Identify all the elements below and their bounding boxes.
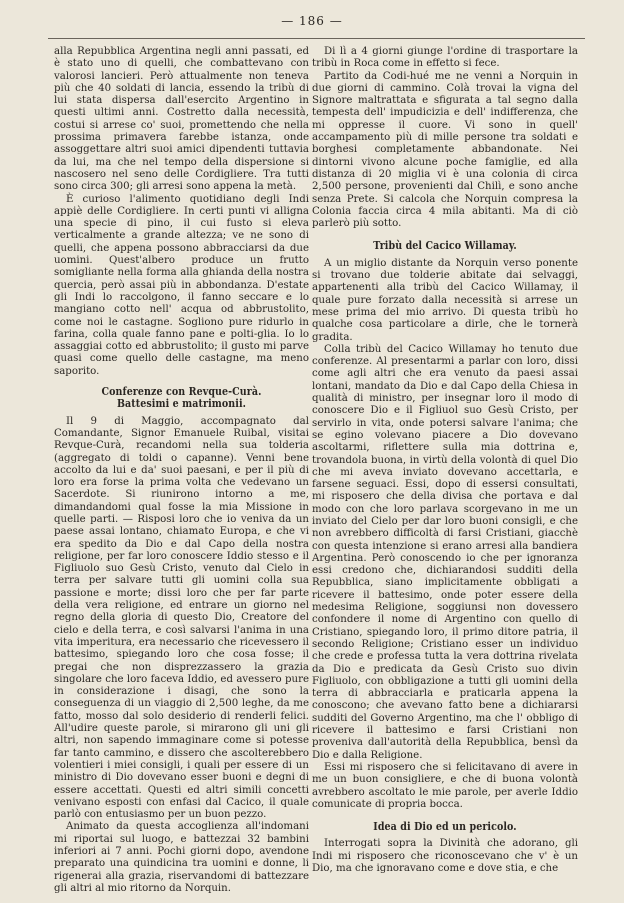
paragraph: Colla tribù del Cacico Willamay ho tenuto due conferenze. Al presentarmi a parlar con loro, dissi come agli altri che era venuto da paesi assai lontani, mandato da Dio e dal Capo della Chiesa in qualità di ministro, per insegnar loro il modo di conoscere Dio e il Figliuol suo Gesù Cristo, per servirlo in vita, onde potersi salvare l'anima; che se egino volevano piacere a Dio dovevano ascoltarmi, riflettere sulla mia dottrina e, trovandola buona, in virtù della volontà di quel Dio che mi aveva inviato dovevano accettarla, e farsene seguaci. Essi, dopo di essersi consultati, mi risposero che della divisa che portava e dal modo con che loro parlava scorgevano in me un inviato del Cielo per dar loro buoni consigli, e che non avrebbero difficoltà di farsi Cristiani, giacchè con questa intenzione si erano arresi alla bandiera Argentina. Però conoscendo io che per ignoranza essi credono che, dichiarandosi sudditi della Repubblica, siano implicitamente obbligati a ricevere il battesimo, onde poter essere della medesima Religione, soggiunsi non dovessero confondere il nome di Argentino con quello di Cristiano, spiegando loro, il primo ditore patria, il secondo Religione; Cristiano esser un individuo che crede e professa tutta la vera dottrina rivelata da Dio e predicata da Gesù Cristo suo divin Figliuolo, con obbligazione a tutti gli uomini della terra di abbracciarla e praticarla appena la conoscono; che avevano fatto bene a dichiararsi sudditi del Governo Argentino, ma che l' obbligo di ricevere il battesimo e farsi Cristiani non proveniva dall'autorità della Repubblica, bensì da Dio e dalla Religione. <box>312 343 578 761</box>
left-column <box>54 46 309 895</box>
paragraph: Essi mi risposero che si felicitavano di avere in me un buon consigliere, e che di buona volontà avrebbero ascoltato le mie parole, per averle Iddio comunicate di propria bocca. <box>312 761 578 810</box>
paragraph: A un miglio distante da Norquin verso ponente si trovano due tolderie abitate dai selvaggi, appartenenti alla tribù del Cacico Willamay, il quale pure forzato dalla necessità si arrese un mese prima del mio arrivo. Di questa tribù ho qualche cosa particolare a dirle, che le tornerà gradita. <box>312 257 578 343</box>
paragraph: Animato da questa accoglienza all'indomani mi riportai sul luogo, e battezzai 32 bambini inferiori ai 7 anni. Pochi giorni dopo, avendone preparato una quindicina tra uomini e donne, li rigenerai alla grazia, riservandomi di battezzare gli altri al mio ritorno da Norquin. <box>54 821 309 894</box>
paragraph: È curioso l'alimento quotidiano degli Indi appiè delle Cordigliere. In certi punti vi alligna una specie di pino, il cui fusto si eleva verticalmente a grande altezza; ve ne sono di quelli, che appena possono abbracciarsi da due uomini. Quest'albero produce un frutto somigliante nella forma alla ghianda della nostra quercia, però assai più in abbondanza. D'estate gli Indi lo raccolgono, il fanno seccare e lo mangiano cotto nell' acqua od abbrustolito, come noi le castagne. Sogliono pure ridurlo in farina, colla quale fanno pane e polti-glia. Io lo assaggiai cotto ed abbrustolito; il gusto mi parve quasi come quello delle castagne, ma meno saporito. <box>54 193 309 377</box>
paragraph: Interrogati sopra la Divinità che adorano, gli Indi mi risposero che riconoscevano che v' è un Dio, ma che ignoravano come e dove stia, e che <box>312 838 578 874</box>
header-rule <box>48 38 585 39</box>
page-number: — 186 — <box>281 14 343 28</box>
paragraph: alla Repubblica Argentina negli anni passati, ed è stato uno di quelli, che combattevano con valorosi lancieri. Però attualmente non teneva più che 40 soldati di lancia, essendo la tribù di lui stata dispersa dall'esercito Argentino in questi ultimi anni. Costretto dalla necessità, costui si arrese co' suoi, promettendo che nella prossima primavera farebbe istanza, onde assoggettare altri suoi amici dipendenti tuttavia da lui, ma che nel tempo della dispersione si nascosero nel seno delle Cordigliere. Tra tutti sono circa 300; gli arresi sono appena la metà. <box>54 46 309 193</box>
section-heading: Tribù del Cacico Willamay. <box>373 238 517 253</box>
section-heading: Conferenze con Revque-Curà. Battesimi e matrimonii. <box>101 384 262 411</box>
section-heading: Idea di Dio ed un pericolo. <box>373 819 517 834</box>
right-column <box>312 46 578 875</box>
paragraph: Partito da Codi-hué me ne venni a Norquin in due giorni di cammino. Colà trovai la vigna del Signore maltrattata e sfigurata a tal segno dalla tempesta dell' impudicizia e dell' indifferenza, che mi oppresse il cuore. Vi sono in quell' accampamento più di mille persone tra soldati e borghesi completamente abbandonate. Nei dintorni vivono alcune poche famiglie, ed alla distanza di 20 miglia vi è una colonia di circa 2,500 persone, provenienti dal Chilì, e sono anche senza Prete. Si calcola che Norquin compresa la Colonia faccia circa 4 mila abitanti. Ma di ciò parlerò più sotto. <box>312 70 578 230</box>
paragraph: Il 9 di Maggio, accompagnato dal Comandante, Signor Emanuele Ruibal, visitai Revque-Curà, recandomi nella sua tolderia (aggregato di toldi o capanne). Venni bene accolto da lui e da' suoi paesani, e per il più di loro era forse la prima volta che vedevano un Sacerdote. Si riunirono intorno a me, dimandandomi qual fosse la mia Missione in quelle parti. — Risposi loro che io veniva da un paese assai lontano, chiamato Europa, e che vi era spedito da Dio e dal Capo della nostra religione, per far loro conoscere Iddio stesso e il Figliuolo suo Gesù Cristo, venuto dal Cielo in terra per salvare tutti gli uomini colla sua passione e morte; dissi loro che per far parte della vera religione, ed entrare un giorno nel regno della gloria di questo Dio, Creatore del cielo e della terra, e così salvarsi l'anima in una vita imperitura, era necessario che ricevessero il battesimo, spiegando loro che cosa fosse; il pregai che non disprezzassero la grazia singolare che loro faceva Iddio, ed avessero pure in considerazione i disagi, che sono la conseguenza di un viaggio di 2,500 leghe, da me fatto, mosso dal solo desiderio di renderli felici. All'udire queste parole, si mirarono gli uni gli altri, non sapendo immaginare come si potesse far tanto cammino, e dissero che ascolterebbero volentieri i miei consigli, i quali per essere di un ministro di Dio dovevano esser buoni e degni di essere accettati. Questi ed altri simili concetti venivano esposti con enfasi dal Cacico, il quale parlò con entusiasmo per un buon pezzo. <box>54 415 309 821</box>
paragraph: Di lì a 4 giorni giunge l'ordine di trasportare la tribù in Roca come in effetto si fece. <box>312 46 578 70</box>
